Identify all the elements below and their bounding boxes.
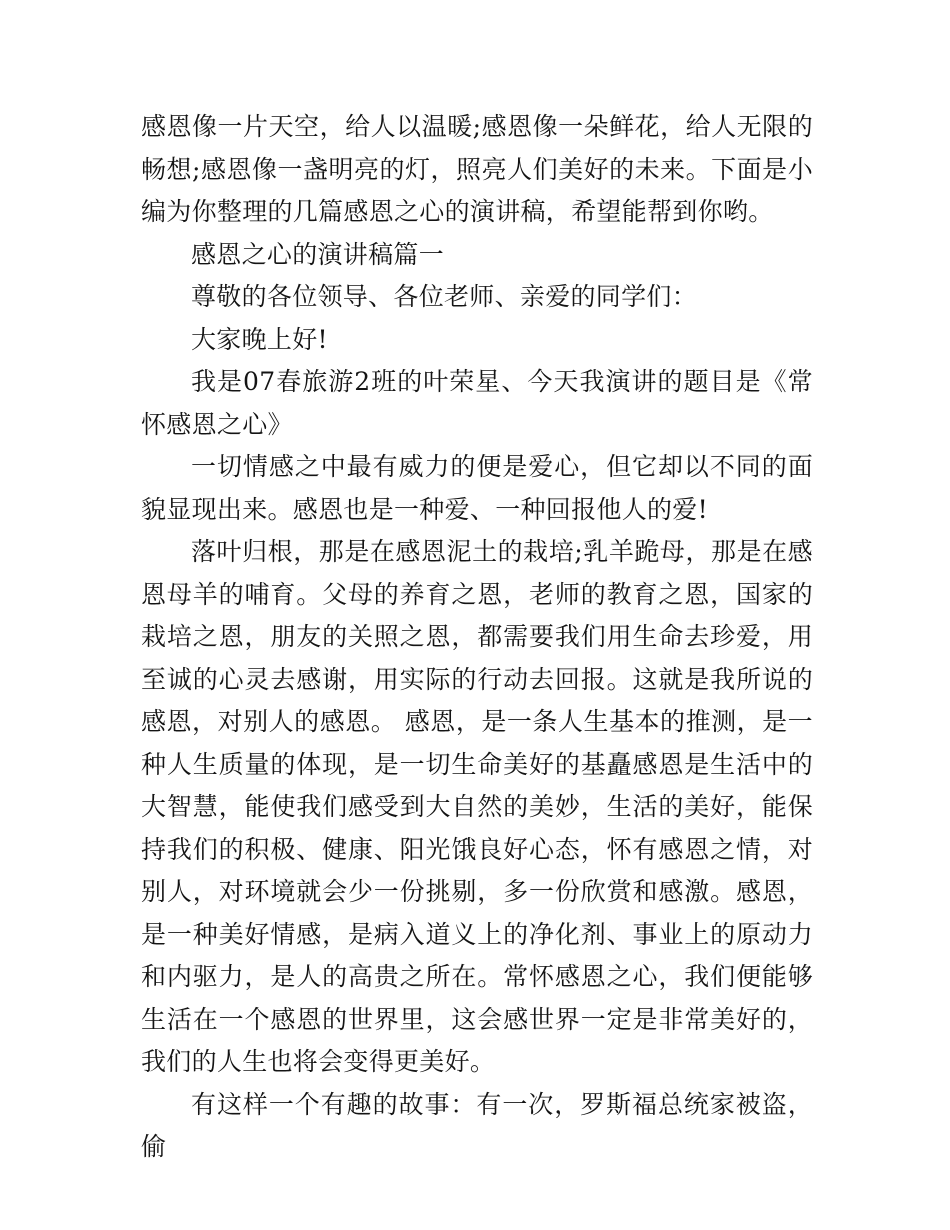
speaker-intro-paragraph: 我是07春旅游2班的叶荣星、今天我演讲的题目是《常怀感恩之心》 [141,367,813,439]
greeting: 大家晚上好! [191,324,328,354]
body-paragraph: 一切情感之中最有威力的便是爱心，但它却以不同的面貌显现出来。感恩也是一种爱、一种回报他人的爱! [141,452,813,524]
speech-title: 感恩之心的演讲稿篇一 [191,239,445,269]
body-paragraph: 有这样一个有趣的故事：有一次，罗斯福总统家被盗，偷 [141,1089,813,1161]
document-page [141,106,813,1169]
intro-paragraph: 感恩像一片天空，给人以温暖;感恩像一朵鲜花，给人无限的畅想;感恩像一盏明亮的灯，照亮人们美好的未来。下面是小编为你整理的几篇感恩之心的演讲稿，希望能帮到你哟。 [141,112,813,226]
salutation: 尊敬的各位领导、各位老师、亲爱的同学们： [191,282,698,311]
body-paragraph: 落叶归根，那是在感恩泥土的栽培;乳羊跪母，那是在感恩母羊的哺育。父母的养育之恩，老师的教育之恩，国家的栽培之恩，朋友的关照之恩，都需要我们用生命去珍爱，用至诚的心灵去感谢，用实际的行动去回报。这就是我所说的感恩，对别人的感恩。 感恩，是一条人生基本的推测，是一种人生质量的体现，是一切生命美好的基矗感恩是生活中的大智慧，能使我们感受到大自然的美妙，生活的美好，能保持我们的积极、健康、阳光饿良好心态，怀有感恩之情，对别人，对环境就会少一份挑剔，多一份欣赏和感激。感恩，是一种美好情感，是病入道义上的净化剂、事业上的原动力和内驱力，是人的高贵之所在。常怀感恩之心，我们便能够生活在一个感恩的世界里，这会感世界一定是非常美好的，我们的人生也将会变得更美好。 [141,537,813,1076]
